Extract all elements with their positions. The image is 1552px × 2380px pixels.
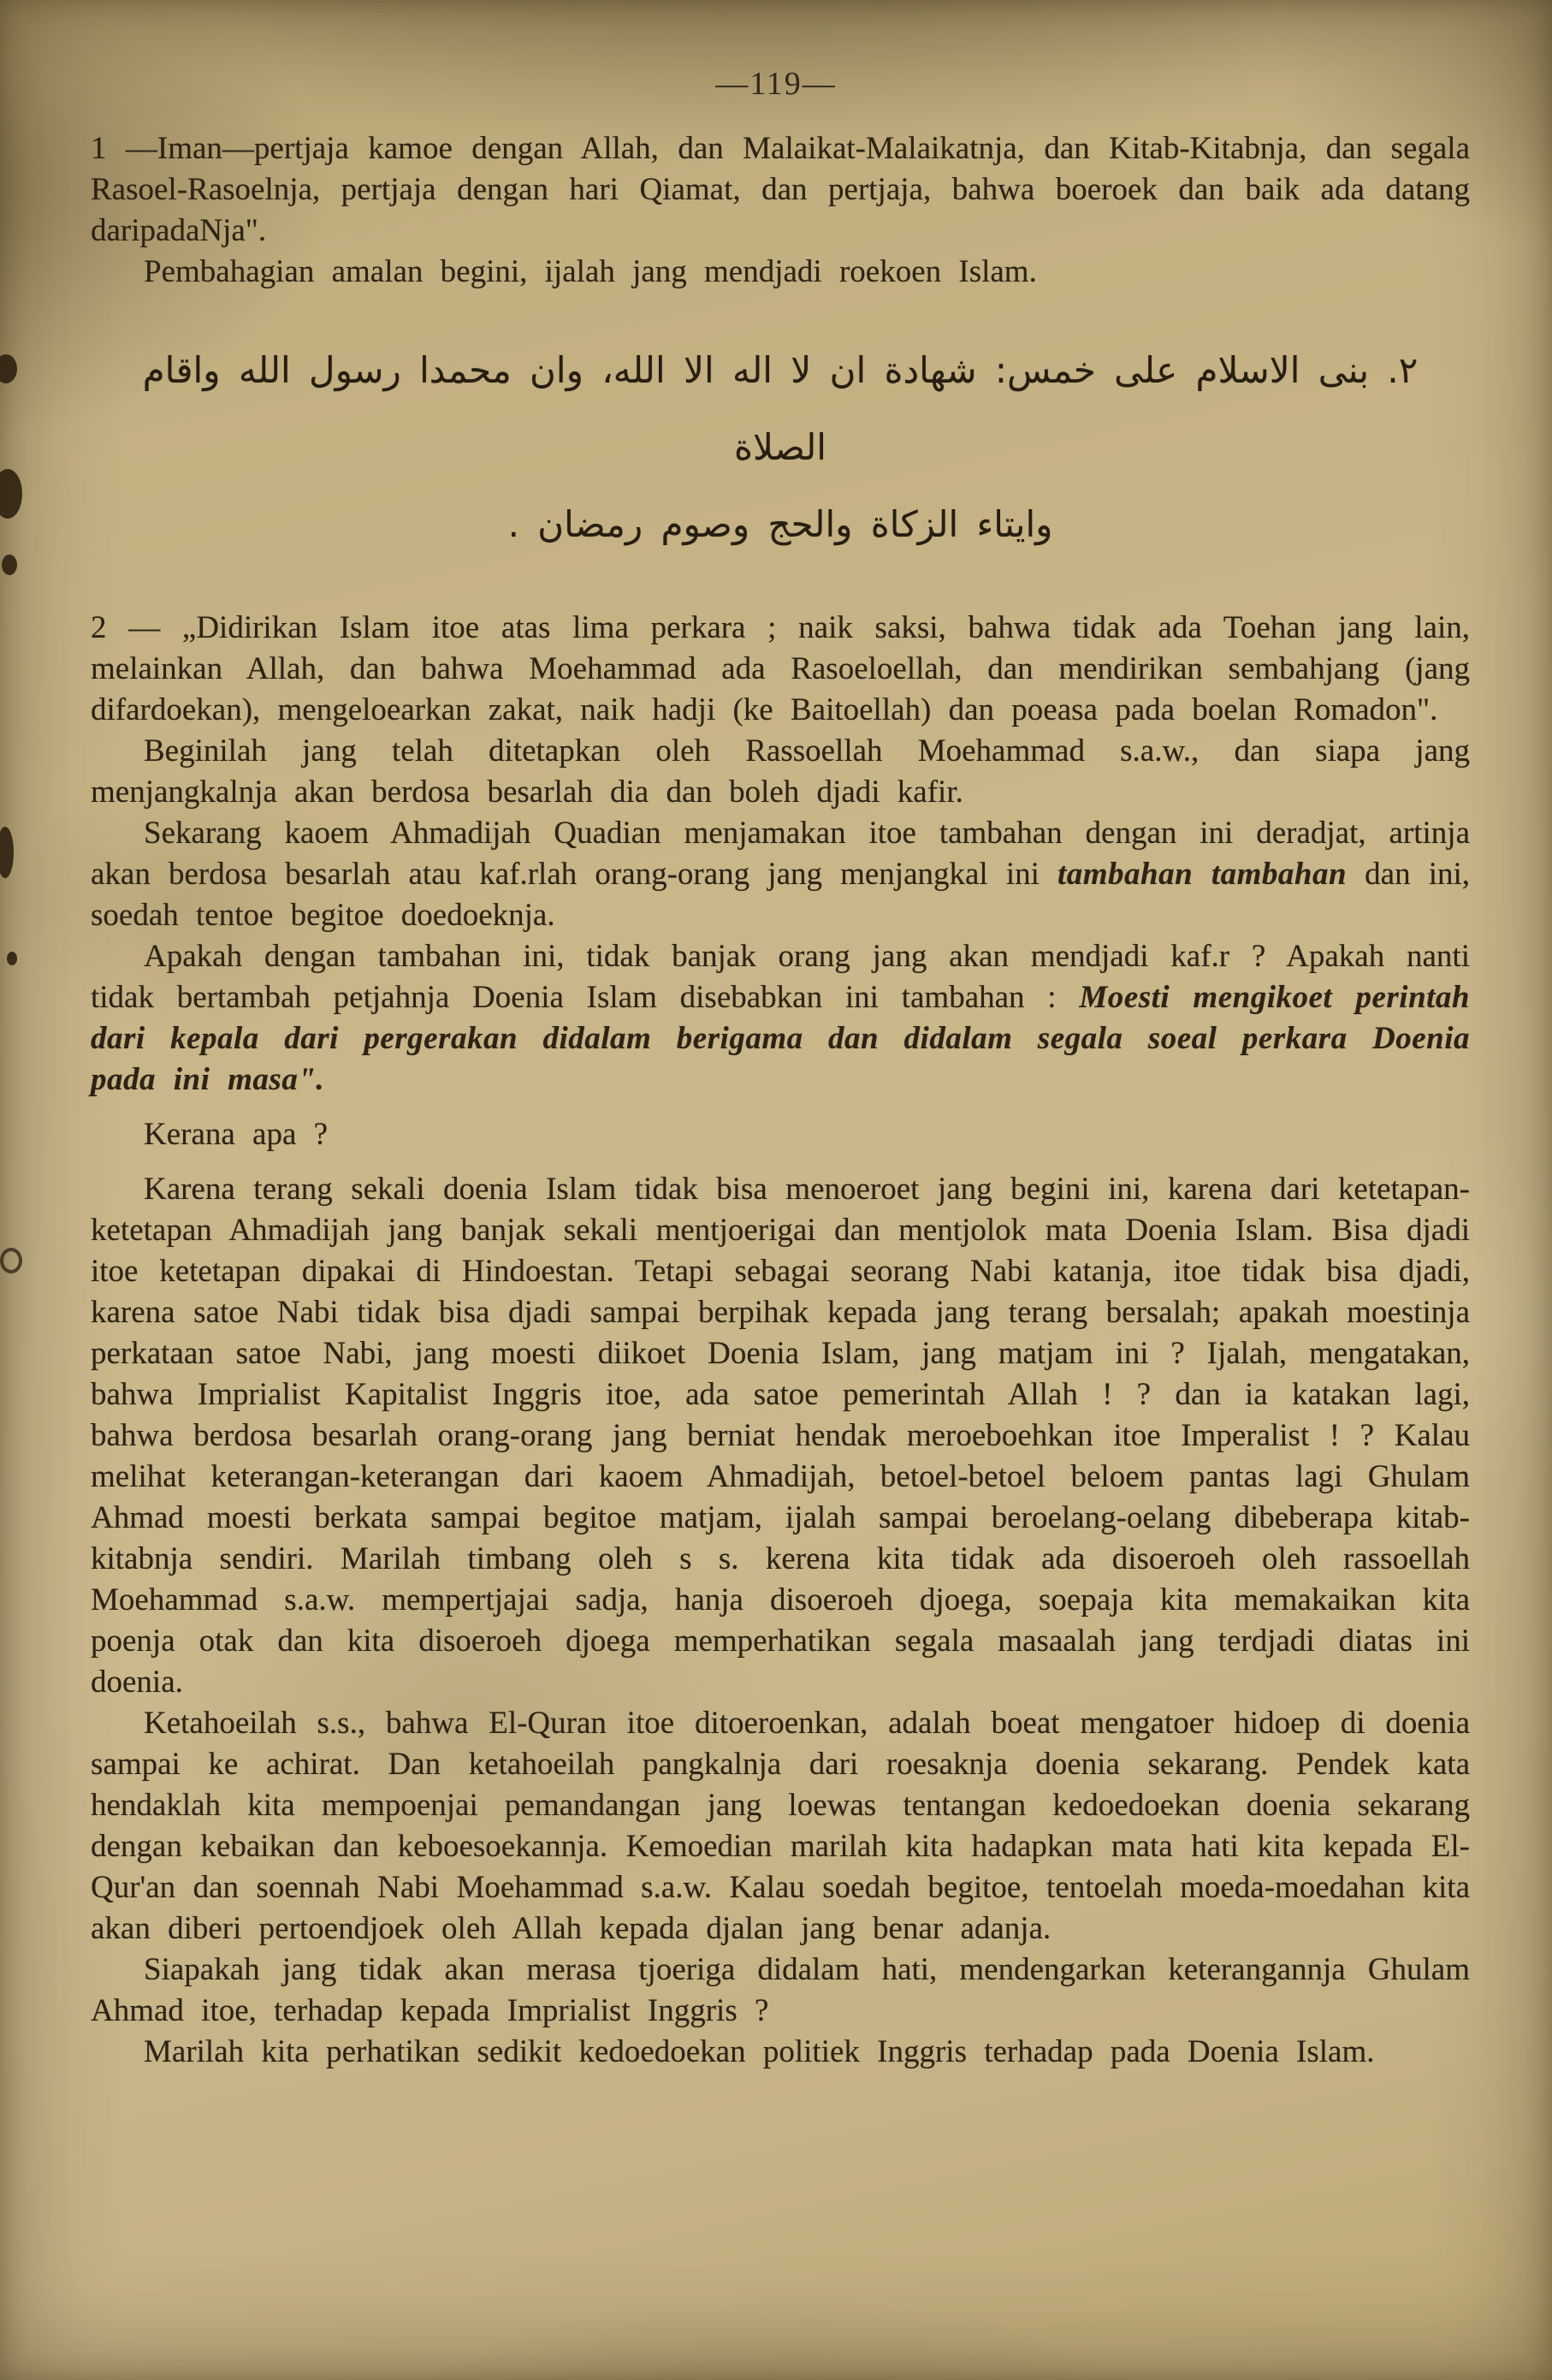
- emphasis-moesti: Moesti mengikoet perintah dari kepala dari pergerakan didalam berigama dan didalam segala soeal perkara Doenia pada ini masa".: [91, 980, 1471, 1097]
- paragraph-pembahagian: Pembahagian amalan begini, ijalah jang mendjadi roekoen Islam.: [144, 254, 1037, 289]
- paragraph-ketahoeilah: Ketahoeilah s.s., bahwa El-Quran itoe ditoeroenkan, adalah boeat mengatoer hidoep di doenia sampai ke achirat. Dan ketahoeilah pangkalnja dari roesaknja doenia sekarang. Pendek kata hendaklah kita mempoenjai pemandangan jang loewas tentangan kedoedoekan doenia sekarang dengan kebaikan dan keboesoekannja. Kemoedian marilah kita hadapkan mata hati kita kepada El-Qur'an dan soennah Nabi Moehammad s.a.w. Kalau soedah begitoe, tentoelah moeda-moedahan kita akan diberi pertoendjoek oleh Allah kepada djalan jang benar adanja.: [91, 1706, 1470, 1946]
- paragraph-didirikan: 2 — „Didirikan Islam itoe atas lima perkara ; naik saksi, bahwa tidak ada Toehan jang lain, melainkan Allah, dan bahwa Moehammad ada Rasoeloellah, dan mendirikan sembahjang (jang difardoekan), mengeloearkan zakat, naik hadji (ke Baitoellah) dan poeasa pada boelan Romadon".: [91, 610, 1470, 727]
- text-run: Apakah dengan tambahan ini, tidak banjak orang jang akan mendjadi kaf.r ? Apakah nanti tidak bertambah petjahnja Doenia Islam disebabkan ini tambahan :: [91, 939, 1470, 1015]
- text-run: dan ini, soedah tentoe begitoe doedoeknja.: [91, 857, 1471, 933]
- ink-stain: [7, 952, 17, 965]
- paragraph-siapakah: Siapakah jang tidak akan merasa tjoeriga didalam hati, mendengarkan keterangannja Ghulam Ahmad itoe, terhadap kepada Imprialist Inggris ?: [91, 1952, 1470, 2028]
- arabic-hadith-quote: [98, 332, 1463, 563]
- arabic-line-2: وايتاء الزكاة والحج وصوم رمضان .: [507, 503, 1053, 545]
- paragraph-sekarang: [91, 813, 1470, 936]
- paragraph-iman: 1 —Iman—pertjaja kamoe dengan Allah, dan Malaikat-Malaikatnja, dan Kitab-Kitabnja, dan segala Rasoel-Rasoelnja, pertjaja dengan hari Qiamat, dan pertjaja, bahwa boeroek dan baik ada datang daripadaNja".: [91, 131, 1470, 248]
- paragraph-kerana: Kerana apa ?: [144, 1117, 329, 1152]
- paragraph-apakah: [91, 936, 1470, 1101]
- ink-stain: [2, 555, 17, 575]
- ink-ring-mark: [0, 1248, 22, 1273]
- emphasis-tambahan: tambahan tambahan: [1057, 857, 1348, 892]
- page-text: [0, 103, 1552, 2073]
- page-number: —119—: [715, 66, 837, 102]
- text-run: Sekarang kaoem Ahmadijah Quadian menjamakan itoe tambahan dengan ini deradjat, artinja akan berdosa besarlah atau kaf.rlah orang-orang jang menjangkal ini: [91, 816, 1470, 892]
- arabic-line-1: ٢. بنى الاسلام على خمس: شهادة ان لا اله الا الله، وان محمدا رسول الله واقام الصلاة: [142, 349, 1419, 468]
- paragraph-marilah: Marilah kita perhatikan sedikit kedoedoekan politiek Inggris terhadap pada Doenia Islam.: [144, 2034, 1375, 2069]
- paragraph-karena: Karena terang sekali doenia Islam tidak bisa menoeroet jang begini ini, karena dari ketetapan-ketetapan Ahmadijah jang banjak sekali mentjoerigai dan mentjolok mata Doenia Islam. Bisa djadi itoe ketetapan dipakai di Hindoestan. Tetapi sebagai seorang Nabi katanja, itoe tidak bisa djadi, karena satoe Nabi tidak bisa djadi sampai berpihak kepada jang terang bersalah; apakah moestinja perkataan satoe Nabi, jang moesti diikoet Doenia Islam, jang matjam ini ? Ijalah, mengatakan, bahwa Imprialist Kapitalist Inggris itoe, ada satoe pemerintah Allah ! ? dan ia katakan lagi, bahwa berdosa besarlah orang-orang jang berniat hendak meroeboehkan itoe Imperalist ! ? Kalau melihat keterangan-keterangan dari kaoem Ahmadijah, betoel-betoel beloem pantas lagi Ghulam Ahmad moesti berkata sampai begitoe matjam, ijalah sampai beroelang-oelang dibeberapa kitab-kitabnja sendiri. Marilah timbang oleh s s. kerena kita tidak ada disoeroeh oleh rassoellah Moehammad s.a.w. mempertjajai sadja, hanja disoeroeh djoega, soepaja kita memakaikan kita poenja otak dan kita disoeroeh djoega memperhatikan segala masaalah jang terdjadi diatas ini doenia.: [91, 1172, 1470, 1700]
- paragraph-beginilah: Beginilah jang telah ditetapkan oleh Rassoellah Moehammad s.a.w., dan siapa jang menjangkalnja akan berdosa besarlah dia dan boleh djadi kafir.: [91, 733, 1470, 810]
